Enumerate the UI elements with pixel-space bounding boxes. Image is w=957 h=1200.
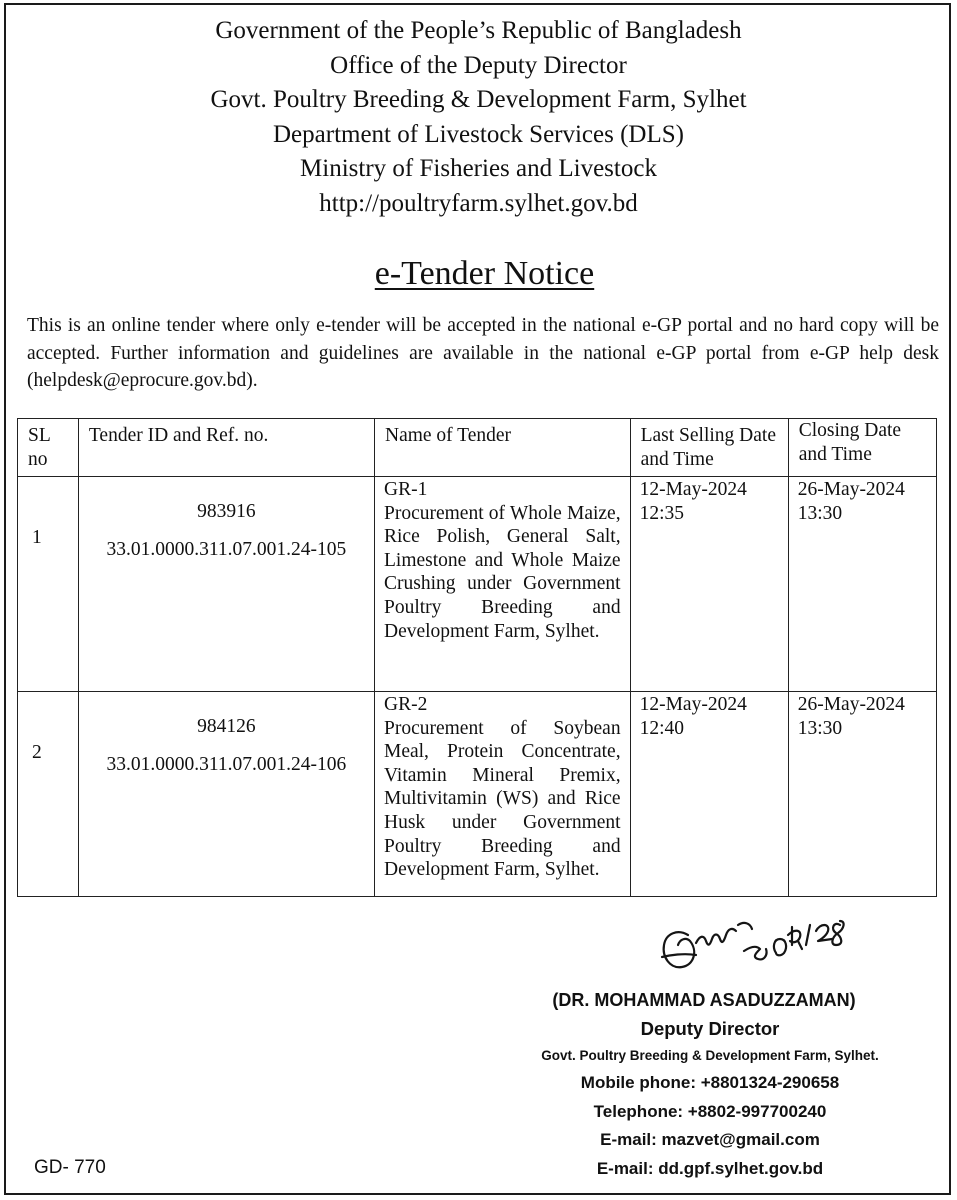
row-last-selling xyxy=(630,692,788,897)
row-tender-id xyxy=(78,692,374,897)
row-sl: 2 xyxy=(18,692,79,897)
tender-code: GR-1 xyxy=(383,479,428,500)
farm-line: Govt. Poultry Breeding & Development Farm, Sylhet xyxy=(210,86,747,113)
signatory-block xyxy=(470,985,950,1183)
header-tender-id: Tender ID and Ref. no. xyxy=(78,419,374,477)
gd-code: GD- 770 xyxy=(34,1157,106,1178)
row-tender-name xyxy=(374,477,630,692)
government-line: Government of the People’s Republic of Bangladesh xyxy=(215,17,742,44)
row-tender-id xyxy=(78,477,374,692)
selling-date: 12-May-2024 xyxy=(639,694,747,715)
selling-time: 12:35 xyxy=(639,503,685,524)
notice-title: e-Tender Notice xyxy=(374,255,595,292)
selling-time: 12:40 xyxy=(639,718,685,739)
telephone: Telephone: +8802-997700240 xyxy=(593,1101,827,1121)
tender-id: 983916 xyxy=(197,501,256,522)
ref-no: 33.01.0000.311.07.001.24-105 xyxy=(106,539,347,560)
row-closing xyxy=(788,692,936,897)
table-row xyxy=(18,692,937,897)
signatory-name: (DR. MOHAMMAD ASADUZZAMAN) xyxy=(552,990,856,1010)
notice-intro: This is an online tender where only e-tender will be accepted in the national e-GP portal and no hard copy will be accepted. Further information and guidelines are available in the national e-GP portal from e-GP help desk (helpdesk@eprocure.gov.bd). xyxy=(27,315,939,391)
row-closing xyxy=(788,477,936,692)
office-line: Office of the Deputy Director xyxy=(330,51,627,79)
ref-no: 33.01.0000.311.07.001.24-106 xyxy=(106,754,347,775)
department-line: Department of Livestock Services (DLS) xyxy=(273,120,684,148)
header-name: Name of Tender xyxy=(374,419,630,477)
header-closing: Closing Date and Time xyxy=(788,419,936,477)
header-sl: SL no xyxy=(18,419,79,477)
email-primary: E-mail: mazvet@gmail.com xyxy=(600,1130,820,1149)
letterhead xyxy=(0,14,957,221)
tender-description: Procurement of Whole Maize, Rice Polish, General Salt, Limestone and Whole Maize Crushing under Government Poultry Breeding and Development Farm, Sylhet. xyxy=(383,502,621,642)
row-last-selling xyxy=(630,477,788,692)
mobile-phone: Mobile phone: +8801324-290658 xyxy=(580,1073,840,1092)
email-secondary: E-mail: dd.gpf.sylhet.gov.bd xyxy=(596,1158,824,1178)
table-row xyxy=(18,477,937,692)
closing-time: 13:30 xyxy=(797,718,843,739)
header-last-selling: Last Selling Date and Time xyxy=(630,419,788,477)
tender-table xyxy=(17,418,937,897)
tender-description: Procurement of Soybean Meal, Protein Concentrate, Vitamin Mineral Premix, Multivitamin (WS) and Rice Husk under Government Poultry Breeding and Development Farm, Sylhet. xyxy=(383,717,621,881)
row-tender-name xyxy=(374,692,630,897)
handwritten-signature xyxy=(640,895,865,985)
website-line: http://poultryfarm.sylhet.gov.bd xyxy=(319,189,638,217)
row-sl: 1 xyxy=(18,477,79,692)
closing-date: 26-May-2024 xyxy=(797,694,905,715)
tender-code: GR-2 xyxy=(383,694,428,715)
ministry-line: Ministry of Fisheries and Livestock xyxy=(300,155,657,182)
selling-date: 12-May-2024 xyxy=(639,479,747,500)
tender-id: 984126 xyxy=(197,716,256,737)
signatory-designation: Deputy Director xyxy=(640,1018,780,1039)
closing-date: 26-May-2024 xyxy=(797,479,905,500)
signatory-office: Govt. Poultry Breeding & Development Farm, Sylhet. xyxy=(541,1048,879,1063)
table-header-row xyxy=(18,419,937,477)
closing-time: 13:30 xyxy=(797,503,843,524)
